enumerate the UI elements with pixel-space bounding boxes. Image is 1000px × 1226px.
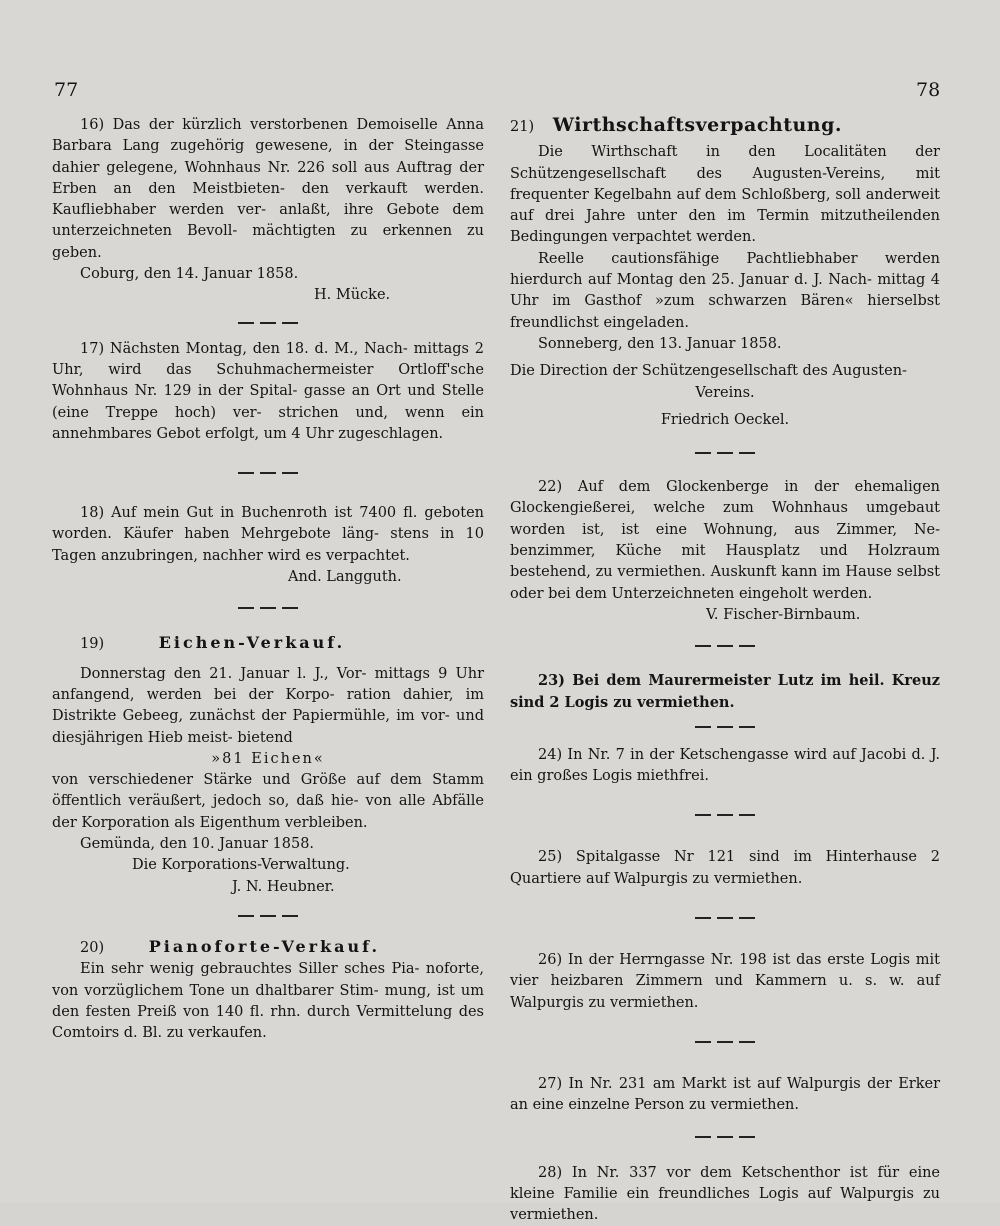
ad-19-heading: Eichen-Verkauf. xyxy=(159,633,345,652)
ad-24 xyxy=(510,745,940,788)
right-column xyxy=(510,115,940,1226)
ad-22-text: 22) Auf dem Glockenberge in der ehemaligen Glockengießerei, welche zum Wohnhaus umgebaut worden ist, ist eine Wohnung, aus Zimmer, Ne- benzimmer, Küche mit Hausplatz und Holzraum bestehend, zu vermiethen. Auskunft kann im Hause selbst oder bei dem Unterzeichneten eingeholt werden. xyxy=(510,477,940,605)
ad-21-text: Die Wirthschaft in den Localitäten der Schützengesellschaft des Augusten-Vereins, mit frequenter Kegelbahn auf dem Schloßberg, soll anderweit auf drei Jahre unter den im Termin mitzutheilenden Bedingungen verpachtet werden. xyxy=(510,142,940,248)
separator xyxy=(52,598,484,618)
ad-22 xyxy=(510,477,940,626)
ad-21-heading-line xyxy=(510,115,940,138)
ad-21-signer-org-2: Vereins. xyxy=(510,383,940,404)
ad-23 xyxy=(510,670,940,713)
ad-27 xyxy=(510,1074,940,1117)
ad-16-signature: H. Mücke. xyxy=(52,285,484,306)
ad-16 xyxy=(52,115,484,307)
ad-18-text: 18) Auf mein Gut in Buchenroth ist 7400 fl. geboten worden. Käufer haben Mehrgebote läng- stens in 10 Tagen anzubringen, nachher wird es verpachtet. xyxy=(52,503,484,567)
ad-20-text: Ein sehr wenig gebrauchtes Siller sches Pia- noforte, von vorzüglichem Tone un dhaltbarer Stim- mung, ist um den festen Preiß von 140 fl. rhn. durch Vermittelung des Comtoirs d. Bl. zu verkaufen. xyxy=(52,959,484,1044)
ad-17 xyxy=(52,339,484,445)
ad-19-place-date: Gemünda, den 10. Januar 1858. xyxy=(52,834,484,855)
ad-26 xyxy=(510,950,940,1014)
separator xyxy=(52,906,484,926)
separator xyxy=(510,717,940,737)
ad-25 xyxy=(510,847,940,890)
ad-19-number: 19) xyxy=(80,636,104,652)
ad-19-heading-line xyxy=(52,632,484,655)
page-number-left: 77 xyxy=(54,80,78,101)
ad-24-text: 24) In Nr. 7 in der Ketschengasse wird auf Jacobi d. J. ein großes Logis miethfrei. xyxy=(510,745,940,788)
ad-28-text: 28) In Nr. 337 vor dem Ketschenthor ist für eine kleine Familie ein freundliches Logis auf Walpurgis zu vermiethen. xyxy=(510,1163,940,1226)
ad-21-number: 21) xyxy=(510,119,534,135)
ad-16-text: 16) Das der kürzlich verstorbenen Demoiselle Anna Barbara Lang zugehörig gewesene, in der Steingasse dahier gelegene, Wohnhaus Nr. 226 soll aus Auftrag der Erben an den Meistbieten- den verkauft werden. Kaufliebhaber werden ver- anlaßt, ihre Gebote dem unterzeichneten Bevoll- mächtigten zu erkennen zu geben. xyxy=(52,115,484,264)
ad-21-heading: Wirthschaftsverpachtung. xyxy=(553,114,842,136)
ad-18 xyxy=(52,503,484,588)
ad-26-text: 26) In der Herrngasse Nr. 198 ist das erste Logis mit vier heizbaren Zimmern und Kammern u. s. w. auf Walpurgis zu vermiethen. xyxy=(510,950,940,1014)
ad-19-signer-org: Die Korporations-Verwaltung. xyxy=(52,855,484,876)
ad-18-signature: And. Langguth. xyxy=(52,567,484,588)
ad-25-text: 25) Spitalgasse Nr 121 sind im Hinterhause 2 Quartiere auf Walpurgis zu vermiethen. xyxy=(510,847,940,890)
ad-21-text-2: Reelle cautionsfähige Pachtliebhaber werden hierdurch auf Montag den 25. Januar d. J. Nach- mittag 4 Uhr im Gasthof »zum schwarzen Bären« hierselbst freundlichst eingeladen. xyxy=(510,249,940,334)
ad-21-signer-org-1: Die Direction der Schützengesellschaft des Augusten- xyxy=(510,361,940,382)
separator xyxy=(52,313,484,333)
ad-20 xyxy=(52,936,484,1044)
ad-19 xyxy=(52,632,484,898)
ad-20-heading-line xyxy=(52,936,484,959)
ad-23-text: 23) Bei dem Maurermeister Lutz im heil. Kreuz sind 2 Logis zu vermiethen. xyxy=(510,670,940,713)
separator xyxy=(510,1127,940,1147)
ad-21 xyxy=(510,115,940,431)
separator xyxy=(510,908,940,928)
ad-27-text: 27) In Nr. 231 am Markt ist auf Walpurgis der Erker an eine einzelne Person zu vermiethen. xyxy=(510,1074,940,1117)
ad-17-text: 17) Nächsten Montag, den 18. d. M., Nach- mittags 2 Uhr, wird das Schuhmachermeister Ortloff'sche Wohnhaus Nr. 129 in der Spital- gasse an Ort und Stelle (eine Treppe hoch) ver- strichen und, wenn ein annehmbares Gebot erfolgt, um 4 Uhr zugeschlagen. xyxy=(52,339,484,445)
ad-19-text: Donnerstag den 21. Januar l. J., Vor- mittags 9 Uhr anfangend, werden bei der Korpo- ration dahier, im Distrikte Gebeeg, zunächst der Papiermühle, im vor- und diesjährigen Hieb meist- bietend xyxy=(52,664,484,749)
ad-28 xyxy=(510,1163,940,1226)
ad-22-signature: V. Fischer-Birnbaum. xyxy=(510,605,940,626)
separator xyxy=(510,805,940,825)
separator xyxy=(510,443,940,463)
ad-19-item: »81 Eichen« xyxy=(52,749,484,770)
ad-19-text-2: von verschiedener Stärke und Größe auf dem Stamm öffentlich veräußert, jedoch so, daß hie- von alle Abfälle der Korporation als Eigenthum verbleiben. xyxy=(52,770,484,834)
ad-20-number: 20) xyxy=(80,940,104,956)
ad-19-signer-name: J. N. Heubner. xyxy=(52,877,484,898)
page-number-right: 78 xyxy=(916,80,940,101)
separator xyxy=(510,636,940,656)
left-column xyxy=(52,115,484,1044)
ad-21-signer-name: Friedrich Oeckel. xyxy=(510,410,940,431)
separator xyxy=(510,1032,940,1052)
ad-20-heading: Pianoforte-Verkauf. xyxy=(149,937,380,956)
separator xyxy=(52,463,484,483)
ad-21-place-date: Sonneberg, den 13. Januar 1858. xyxy=(510,334,940,355)
ad-16-place-date: Coburg, den 14. Januar 1858. xyxy=(52,264,484,285)
